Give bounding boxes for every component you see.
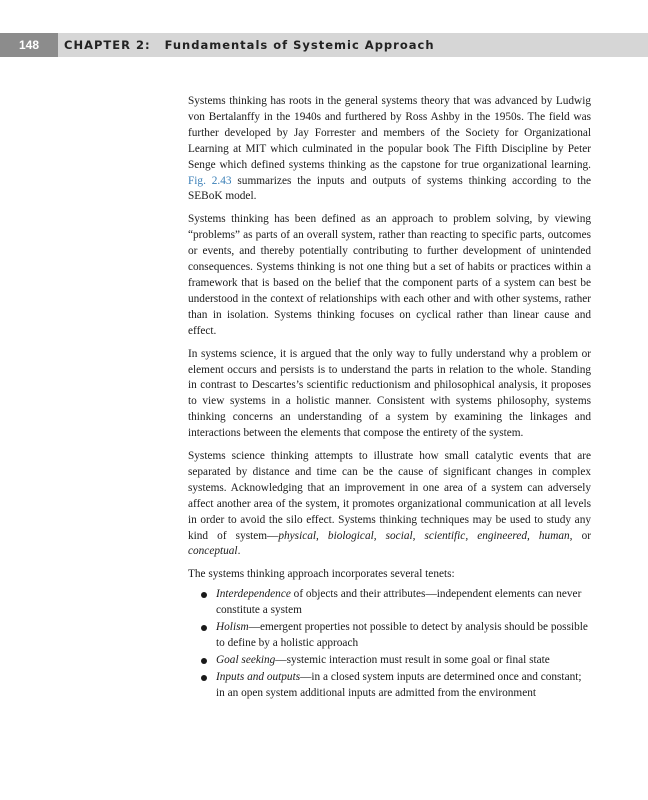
tenet-term: Inputs and outputs bbox=[216, 670, 301, 683]
list-item bbox=[200, 587, 591, 619]
paragraph-1-text-end: summarizes the inputs and outputs of systems thinking according to the SEBoK model. bbox=[188, 174, 591, 203]
tenet-description: of objects and their attributes—independent elements can never constitute a system bbox=[216, 588, 582, 617]
running-header bbox=[0, 33, 648, 57]
paragraph-1 bbox=[188, 94, 591, 205]
chapter-title: Fundamentals of Systemic Approach bbox=[164, 38, 435, 52]
paragraph-4-italic-last: conceptual bbox=[188, 545, 238, 558]
paragraph-3: In systems science, it is argued that the only way to fully understand why a problem or element occurs and persists is to understand the parts in relation to the whole. Standing in contrast to Descartes’s scientific reductionism and philosophical analysis, it proposes to view systems in a holistic manner. Consistent with systems philosophy, systems thinking concerns an understanding of a system by examining the linkages and interactions between the elements that compose the entirety of the system. bbox=[188, 347, 591, 440]
tenet-description: —systemic interaction must result in some goal or final state bbox=[275, 653, 550, 666]
paragraph-4 bbox=[188, 449, 591, 560]
list-item bbox=[200, 653, 591, 669]
figure-reference-link[interactable]: Fig. 2.43 bbox=[188, 174, 232, 187]
bullet-icon bbox=[201, 675, 207, 681]
paragraph-2: Systems thinking has been defined as an approach to problem solving, by viewing “problems” as parts of an overall system, rather than reacting to specific parts, outcomes or events, and thereby potentially contributing to further development of unintended consequences. Systems thinking is not one thing but a set of habits or practices within a framework that is based on the belief that the component parts of a system can best be understood in the context of relationships with each other and with other systems, rather than in isolation. Systems thinking focuses on cyclical rather than linear cause and effect. bbox=[188, 213, 591, 337]
paragraph-4-italic-kinds: physical, biological, social, scientific, engineered, human, bbox=[278, 529, 573, 542]
page-number: 148 bbox=[0, 33, 58, 57]
paragraph-5: The systems thinking approach incorporates several tenets: bbox=[188, 568, 455, 581]
tenets-list bbox=[188, 587, 591, 701]
tenet-term: Interdependence bbox=[216, 588, 291, 601]
chapter-label: CHAPTER 2: bbox=[64, 38, 151, 52]
paragraph-1-text: Systems thinking has roots in the general systems theory that was advanced by Ludwig von Bertalanffy in the 1940s and furthered by Ross Ashby in the 1950s. The field was further developed by Jay Forrester and members of the Society for Organizational Learning at MIT which culminated in the popular book The Fifth Discipline by Peter Senge which defined systems thinking as the capstone for true organizational learning. bbox=[188, 95, 591, 171]
body-text bbox=[188, 94, 591, 703]
bullet-icon bbox=[201, 625, 207, 631]
bullet-icon bbox=[201, 592, 207, 598]
tenet-description: —emergent properties not possible to detect by analysis should be possible to define by a holistic approach bbox=[216, 621, 588, 649]
tenet-description: —in a closed system inputs are determined once and constant; in an open system additional inputs are admitted from the environment bbox=[216, 670, 582, 699]
list-item bbox=[200, 620, 591, 652]
paragraph-4-or: or bbox=[572, 529, 591, 542]
bullet-icon bbox=[201, 658, 207, 664]
list-item bbox=[200, 670, 591, 702]
tenet-term: Holism bbox=[216, 621, 249, 634]
chapter-heading bbox=[64, 33, 435, 57]
paragraph-4-end: . bbox=[237, 545, 241, 558]
paragraph-4-text: Systems science thinking attempts to illustrate how small catalytic events that are separated by distance and time can be the cause of significant changes in complex systems. Acknowledging that an improvement in one area of a system can adversely affect another area of the system, it promotes organizational communication at all levels in order to avoid the silo effect. Systems thinking techniques may be used to study any kind of system— bbox=[188, 450, 591, 542]
tenet-term: Goal seeking bbox=[216, 653, 276, 666]
